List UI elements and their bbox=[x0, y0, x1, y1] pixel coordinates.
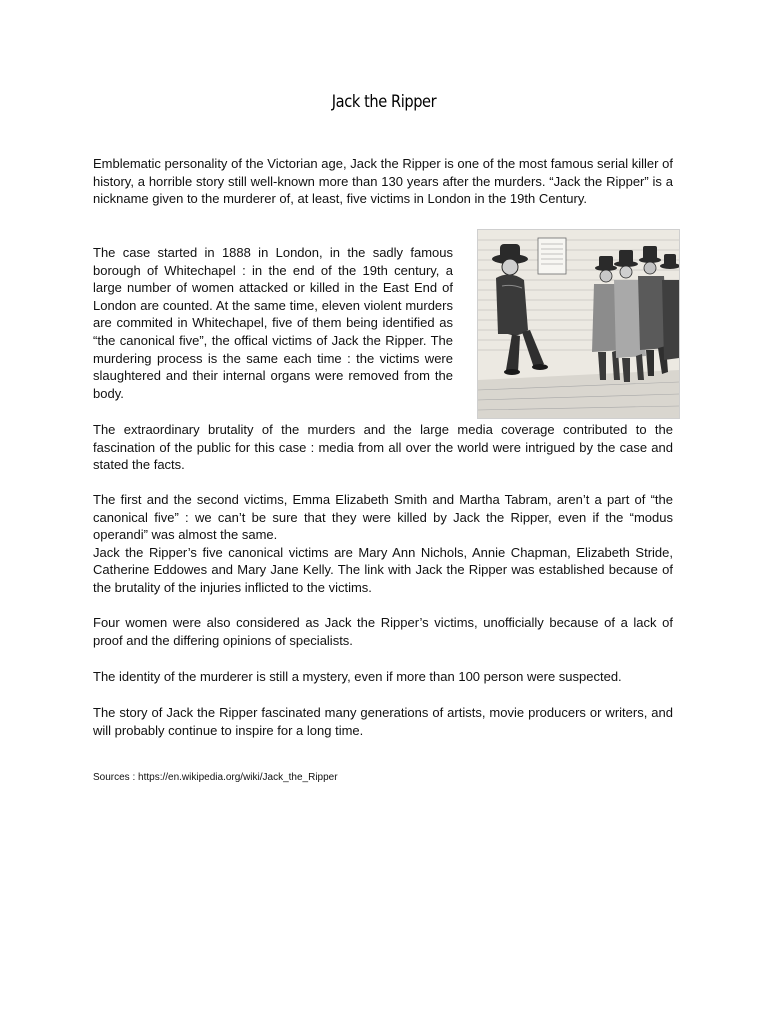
engraving-image bbox=[478, 230, 679, 418]
paragraph-unofficial: Four women were also considered as Jack the Ripper’s victims, unofficially because of a lack of proof and the differing opinions of specialists. bbox=[93, 615, 673, 648]
sources-line: Sources : https://en.wikipedia.org/wiki/Jack_the_Ripper bbox=[93, 772, 338, 783]
paragraph-victims-canonical: Jack the Ripper’s five canonical victims are Mary Ann Nichols, Annie Chapman, Elizabeth Stride, Catherine Eddowes and Mary Jane Kelly. The link with Jack the Ripper was established because of the brutality of the injuries inflicted to the victims. bbox=[93, 544, 673, 595]
document-title: Jack the Ripper bbox=[331, 92, 437, 112]
paragraph-victims-first: The first and the second victims, Emma Elizabeth Smith and Martha Tabram, aren’t a part of “the canonical five” : we can’t be sure that they were killed by Jack the Ripper, even if the “modus operandi” was almost the same. bbox=[93, 492, 673, 543]
paragraph-legacy: The story of Jack the Ripper fascinated many generations of artists, movie producers or writers, and will probably continue to inspire for a long time. bbox=[93, 705, 673, 738]
paragraph-media: The extraordinary brutality of the murders and the large media coverage contributed to the fascination of the public for this case : media from all over the world were intrigued by the case and stated the facts. bbox=[93, 422, 673, 473]
paragraph-case: The case started in 1888 in London, in the sadly famous borough of Whitechapel : in the end of the 19th century, a large number of women attacked or killed in the East End of London are counted. At the same time, eleven violent murders are commited in Whitechapel, five of them being identified as “the canonical five”, the offical victims of Jack the Ripper. The murdering process is the same each time : the victims were slaughtered and their internal organs were removed from the body. bbox=[93, 245, 453, 401]
paragraph-intro: Emblematic personality of the Victorian age, Jack the Ripper is one of the most famous serial killer of history, a horrible story still well-known more than 130 years after the murders. “Jack the Ripper” is a nickname given to the murderer of, at least, five victims in London in the 19th Century. bbox=[93, 156, 673, 207]
victorian-engraving-illustration bbox=[477, 229, 680, 419]
paragraph-victims bbox=[93, 491, 673, 597]
paragraph-identity: The identity of the murderer is still a mystery, even if more than 100 person were suspected. bbox=[93, 669, 622, 684]
